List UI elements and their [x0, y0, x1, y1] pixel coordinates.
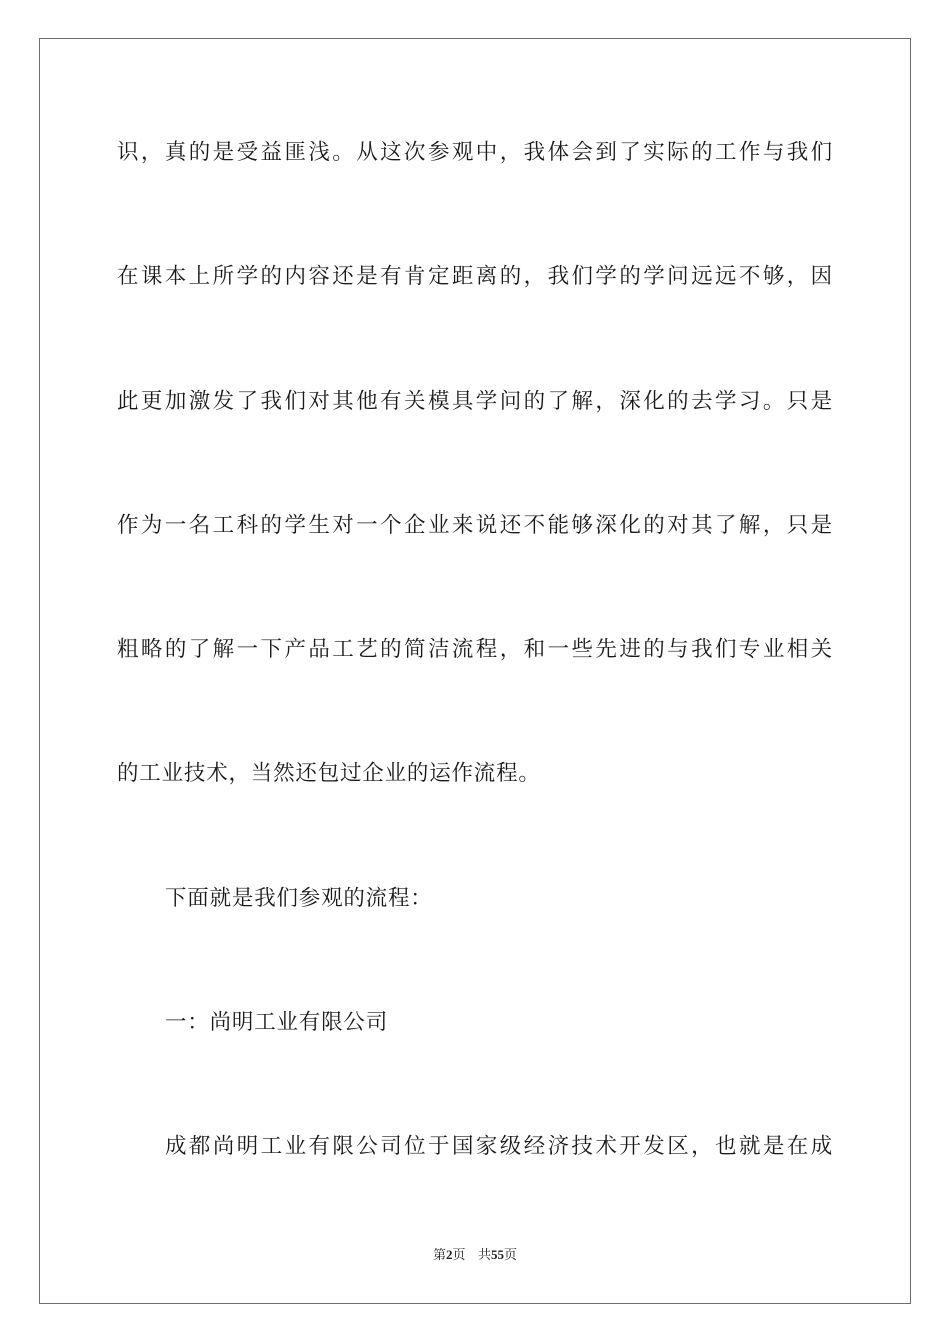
footer-page-suffix: 页: [452, 1248, 466, 1263]
paragraph-line-4: 作为一名工科的学生对一个企业来说还不能够深化的对其了解，只是: [117, 513, 833, 538]
section-intro: 下面就是我们参观的流程：: [165, 886, 433, 911]
paragraph-line-6: 的工业技术，当然还包过企业的运作流程。: [117, 761, 541, 786]
footer-total-suffix: 页: [503, 1248, 517, 1263]
paragraph-line-5: 粗略的了解一下产品工艺的简洁流程，和一些先进的与我们专业相关: [117, 637, 833, 662]
page-border: [39, 38, 911, 1304]
page-footer: [0, 1247, 950, 1264]
paragraph-line-9: 成都尚明工业有限公司位于国家级经济技术开发区，也就是在成: [165, 1134, 833, 1159]
footer-total-pages: 55: [490, 1247, 504, 1262]
paragraph-line-2: 在课本上所学的内容还是有肯定距离的，我们学的学问远远不够，因: [117, 264, 833, 289]
paragraph-line-3: 此更加激发了我们对其他有关模具学问的了解，深化的去学习。只是: [117, 389, 833, 414]
footer-page-prefix: 第: [433, 1248, 447, 1263]
footer-total-prefix: 共: [477, 1248, 491, 1263]
section-heading: 一：尚明工业有限公司: [165, 1010, 389, 1035]
paragraph-line-1: 识，真的是受益匪浅。从这次参观中，我体会到了实际的工作与我们: [117, 140, 833, 165]
footer-page-number: 2: [446, 1247, 453, 1262]
